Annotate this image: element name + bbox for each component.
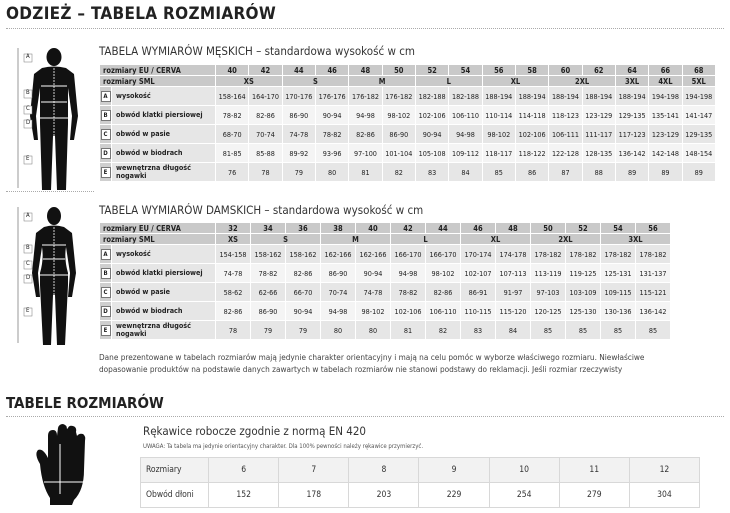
measurement-cell: 90-94 <box>315 106 348 125</box>
fig-letter-b: B <box>26 244 30 251</box>
row-letter-badge: E <box>101 325 111 336</box>
row-letter <box>100 264 112 283</box>
measurement-cell: 88 <box>582 163 615 182</box>
measurement-cell: 182-188 <box>449 87 482 106</box>
measurement-cell: 80 <box>321 321 356 340</box>
eu-size-cell: 36 <box>286 223 321 234</box>
eu-size-row <box>100 65 716 76</box>
measurement-cell: 85 <box>636 321 671 340</box>
measurement-cell: 109-115 <box>601 283 636 302</box>
eu-size-cell: 50 <box>531 223 566 234</box>
measurement-cell: 102-107 <box>461 264 496 283</box>
row-letter-badge: A <box>101 249 111 260</box>
row-letter-badge: D <box>101 148 111 159</box>
measurement-cell: 106-110 <box>449 106 482 125</box>
measurement-cell: 170-176 <box>282 87 315 106</box>
glove-circumference-cell: 203 <box>349 483 419 508</box>
glove-size-cell: 10 <box>489 458 559 483</box>
measurement-cell: 86-90 <box>282 106 315 125</box>
measurement-cell: 74-78 <box>216 264 251 283</box>
eu-size-cell: 60 <box>549 65 582 76</box>
measurement-cell: 188-194 <box>515 87 548 106</box>
row-letter <box>100 245 112 264</box>
measurement-cell: 98-102 <box>382 106 415 125</box>
measurement-cell: 87 <box>549 163 582 182</box>
measurement-cell: 101-104 <box>382 144 415 163</box>
measurement-cell: 142-148 <box>649 144 682 163</box>
measurement-cell: 114-118 <box>515 106 548 125</box>
measurement-cell: 78-82 <box>315 125 348 144</box>
row-letter <box>100 302 112 321</box>
measurement-cell: 123-129 <box>649 125 682 144</box>
measurement-cell: 85 <box>482 163 515 182</box>
eu-size-cell: 32 <box>216 223 251 234</box>
fig-letter-e: E <box>26 155 30 162</box>
row-letter <box>100 163 112 182</box>
eu-size-label: rozmiary EU / CERVA <box>100 223 216 234</box>
measurement-cell: 84 <box>449 163 482 182</box>
measurement-row <box>100 321 671 340</box>
fig-letter-a: A <box>26 53 30 60</box>
measurement-cell: 117-123 <box>615 125 648 144</box>
fig-letter-b: B <box>26 89 30 96</box>
measurement-cell: 110-115 <box>461 302 496 321</box>
measurement-cell: 94-98 <box>321 302 356 321</box>
glove-circumference-cell: 279 <box>559 483 629 508</box>
sml-size-cell: 5XL <box>682 76 715 87</box>
measurement-cell: 129-135 <box>615 106 648 125</box>
eu-size-row <box>100 223 671 234</box>
sml-size-cell: 4XL <box>649 76 682 87</box>
measurement-cell: 82-86 <box>349 125 382 144</box>
measurement-cell: 113-119 <box>531 264 566 283</box>
measurement-cell: 93-96 <box>315 144 348 163</box>
hand-icon <box>30 424 100 506</box>
measurement-cell: 74-78 <box>356 283 391 302</box>
glove-hand-figure <box>30 424 100 506</box>
row-label: wysokość <box>112 245 216 264</box>
measurement-cell: 86-91 <box>461 283 496 302</box>
eu-size-cell: 40 <box>216 65 249 76</box>
measurement-cell: 82-86 <box>216 302 251 321</box>
row-label: obwód w pasie <box>112 283 216 302</box>
measurement-cell: 188-194 <box>615 87 648 106</box>
gloves-warning: UWAGA: Ta tabela ma jedynie orientacyjny charakter. Dla 100% pewności należy rękawice przymierzyć. <box>143 443 424 450</box>
measurement-cell: 107-113 <box>496 264 531 283</box>
eu-size-cell: 64 <box>615 65 648 76</box>
sml-size-label: rozmiary SML <box>100 234 216 245</box>
glove-size-table <box>140 457 700 508</box>
measurement-row <box>100 245 671 264</box>
eu-size-cell: 34 <box>251 223 286 234</box>
measurement-cell: 136-142 <box>636 302 671 321</box>
sml-size-cell: S <box>251 234 321 245</box>
measurement-row <box>100 106 716 125</box>
measurement-row <box>100 125 716 144</box>
measurement-cell: 98-102 <box>356 302 391 321</box>
eu-size-cell: 38 <box>321 223 356 234</box>
row-letter <box>100 283 112 302</box>
measurement-cell: 170-174 <box>461 245 496 264</box>
measurement-cell: 115-120 <box>496 302 531 321</box>
measurement-cell: 109-112 <box>449 144 482 163</box>
measurement-cell: 120-125 <box>531 302 566 321</box>
fig-letter-c: C <box>26 105 30 112</box>
measurement-cell: 80 <box>356 321 391 340</box>
eu-size-cell: 42 <box>249 65 282 76</box>
sml-size-cell: XS <box>216 76 283 87</box>
eu-size-cell: 46 <box>315 65 348 76</box>
measurement-cell: 102-106 <box>515 125 548 144</box>
men-size-table <box>99 64 716 182</box>
glove-size-cell: 7 <box>279 458 349 483</box>
eu-size-cell: 44 <box>282 65 315 76</box>
title-divider <box>6 28 724 29</box>
row-letter <box>100 144 112 163</box>
measurement-cell: 125-131 <box>601 264 636 283</box>
measurement-cell: 89-92 <box>282 144 315 163</box>
measurement-cell: 85-88 <box>249 144 282 163</box>
row-label: wewnętrzna długość nogawki <box>112 321 216 340</box>
measurement-cell: 182-188 <box>415 87 448 106</box>
measurement-cell: 76 <box>216 163 249 182</box>
eu-size-cell: 46 <box>461 223 496 234</box>
measurement-cell: 111-117 <box>582 125 615 144</box>
measurement-cell: 106-110 <box>426 302 461 321</box>
sml-size-label: rozmiary SML <box>100 76 216 87</box>
measurement-cell: 70-74 <box>321 283 356 302</box>
measurement-cell: 90-94 <box>415 125 448 144</box>
fig-letter-d: D <box>26 119 31 126</box>
measurement-cell: 89 <box>615 163 648 182</box>
measurement-cell: 91-97 <box>496 283 531 302</box>
measurement-cell: 89 <box>649 163 682 182</box>
sml-size-cell: 2XL <box>549 76 616 87</box>
measurement-cell: 103-109 <box>566 283 601 302</box>
measurement-cell: 135-141 <box>649 106 682 125</box>
measurement-cell: 188-194 <box>549 87 582 106</box>
fig-letter-c: C <box>26 260 30 267</box>
measurement-cell: 110-114 <box>482 106 515 125</box>
measurement-cell: 85 <box>601 321 636 340</box>
measurement-cell: 68-70 <box>216 125 249 144</box>
measurement-cell: 97-100 <box>349 144 382 163</box>
measurement-cell: 178-182 <box>601 245 636 264</box>
measurement-cell: 162-166 <box>356 245 391 264</box>
measurement-cell: 79 <box>282 163 315 182</box>
measurement-cell: 141-147 <box>682 106 715 125</box>
eu-size-cell: 62 <box>582 65 615 76</box>
glove-size-cell: 9 <box>419 458 489 483</box>
glove-circumference-label: Obwód dłoni <box>141 483 209 508</box>
measurement-cell: 86-90 <box>382 125 415 144</box>
eu-size-cell: 58 <box>515 65 548 76</box>
men-figure <box>8 44 88 194</box>
measurement-cell: 122-128 <box>549 144 582 163</box>
glove-size-label: Rozmiary <box>141 458 209 483</box>
measurement-cell: 176-182 <box>382 87 415 106</box>
sml-size-cell: 2XL <box>531 234 601 245</box>
glove-size-cell: 8 <box>349 458 419 483</box>
measurement-cell: 178-182 <box>566 245 601 264</box>
glove-size-row <box>141 458 700 483</box>
measurement-cell: 94-98 <box>449 125 482 144</box>
measurement-cell: 85 <box>531 321 566 340</box>
measurement-cell: 166-170 <box>391 245 426 264</box>
eu-size-cell: 44 <box>426 223 461 234</box>
male-silhouette-icon <box>8 44 88 194</box>
measurement-cell: 154-158 <box>216 245 251 264</box>
measurement-cell: 83 <box>461 321 496 340</box>
measurement-cell: 166-170 <box>426 245 461 264</box>
measurement-cell: 123-129 <box>582 106 615 125</box>
gloves-divider <box>6 416 724 417</box>
measurement-cell: 66-70 <box>286 283 321 302</box>
row-letter <box>100 87 112 106</box>
measurement-cell: 97-103 <box>531 283 566 302</box>
measurement-cell: 94-98 <box>391 264 426 283</box>
measurement-cell: 130-136 <box>601 302 636 321</box>
sml-size-cell: M <box>349 76 416 87</box>
measurement-cell: 78-82 <box>251 264 286 283</box>
measurement-cell: 70-74 <box>249 125 282 144</box>
measurement-cell: 162-166 <box>321 245 356 264</box>
measurement-cell: 78-82 <box>391 283 426 302</box>
measurement-cell: 78-82 <box>216 106 249 125</box>
measurement-cell: 128-135 <box>582 144 615 163</box>
measurement-cell: 89 <box>682 163 715 182</box>
measurement-row <box>100 87 716 106</box>
measurement-cell: 81 <box>391 321 426 340</box>
measurement-cell: 86-90 <box>321 264 356 283</box>
measurement-cell: 74-78 <box>282 125 315 144</box>
measurement-cell: 94-98 <box>349 106 382 125</box>
measurement-cell: 82-86 <box>249 106 282 125</box>
measurement-cell: 98-102 <box>426 264 461 283</box>
eu-size-cell: 50 <box>382 65 415 76</box>
measurement-row <box>100 163 716 182</box>
eu-size-cell: 48 <box>496 223 531 234</box>
row-label: obwód klatki piersiowej <box>112 106 216 125</box>
row-letter-badge: D <box>101 306 111 317</box>
sml-size-cell: M <box>321 234 391 245</box>
female-silhouette-icon <box>8 203 88 348</box>
measurement-cell: 125-130 <box>566 302 601 321</box>
women-figure <box>8 203 88 348</box>
measurement-cell: 78 <box>216 321 251 340</box>
measurement-cell: 158-162 <box>251 245 286 264</box>
measurement-cell: 82 <box>382 163 415 182</box>
row-letter <box>100 125 112 144</box>
measurement-cell: 86-90 <box>251 302 286 321</box>
measurement-row <box>100 302 671 321</box>
sml-size-cell: L <box>391 234 461 245</box>
measurement-cell: 106-111 <box>549 125 582 144</box>
eu-size-cell: 66 <box>649 65 682 76</box>
glove-circumference-cell: 152 <box>209 483 279 508</box>
glove-circumference-row <box>141 483 700 508</box>
row-label: wysokość <box>112 87 216 106</box>
measurement-cell: 86 <box>515 163 548 182</box>
sml-size-cell: S <box>282 76 349 87</box>
measurement-cell: 98-102 <box>482 125 515 144</box>
measurement-cell: 58-62 <box>216 283 251 302</box>
measurement-cell: 178-182 <box>531 245 566 264</box>
fig-letter-d: D <box>26 274 31 281</box>
measurement-cell: 90-94 <box>286 302 321 321</box>
measurement-cell: 82-86 <box>426 283 461 302</box>
measurement-cell: 131-137 <box>636 264 671 283</box>
glove-size-cell: 6 <box>209 458 279 483</box>
glove-circumference-cell: 229 <box>419 483 489 508</box>
eu-size-cell: 68 <box>682 65 715 76</box>
eu-size-label: rozmiary EU / CERVA <box>100 65 216 76</box>
measurement-cell: 80 <box>315 163 348 182</box>
gloves-heading: TABELE ROZMIARÓW <box>6 394 164 412</box>
measurement-cell: 188-194 <box>482 87 515 106</box>
fig-letter-a: A <box>26 212 30 219</box>
glove-circumference-cell: 304 <box>629 483 699 508</box>
row-letter-badge: E <box>101 167 111 178</box>
measurement-row <box>100 144 716 163</box>
disclaimer-note: Dane prezentowane w tabelach rozmiarów mają jedynie charakter orientacyjny i mają na celu pomóc w wyborze właściwego rozmiaru. Niewłaściwe dopasowanie produktów na podstawie danych zawartych w tabelach rozmiarów nie stanowi podstawy do reklamacji. Jeśli rozmiar rzeczywisty <box>99 352 645 374</box>
measurement-cell: 194-198 <box>649 87 682 106</box>
measurement-cell: 62-66 <box>251 283 286 302</box>
glove-size-cell: 12 <box>629 458 699 483</box>
row-label: obwód w biodrach <box>112 144 216 163</box>
glove-size-cell: 11 <box>559 458 629 483</box>
measurement-cell: 102-106 <box>391 302 426 321</box>
sml-size-row <box>100 234 671 245</box>
sml-size-cell: 3XL <box>615 76 648 87</box>
sml-size-cell: XL <box>482 76 549 87</box>
measurement-cell: 136-142 <box>615 144 648 163</box>
measurement-cell: 118-117 <box>482 144 515 163</box>
row-letter <box>100 106 112 125</box>
measurement-cell: 176-176 <box>315 87 348 106</box>
measurement-row <box>100 264 671 283</box>
measurement-cell: 90-94 <box>356 264 391 283</box>
measurement-cell: 81 <box>349 163 382 182</box>
measurement-cell: 158-164 <box>216 87 249 106</box>
measurement-cell: 119-125 <box>566 264 601 283</box>
row-label: obwód w pasie <box>112 125 216 144</box>
sml-size-cell: L <box>415 76 482 87</box>
measurement-cell: 158-162 <box>286 245 321 264</box>
sml-size-cell: XS <box>216 234 251 245</box>
measurement-cell: 102-106 <box>415 106 448 125</box>
row-label: obwód w biodrach <box>112 302 216 321</box>
row-letter-badge: A <box>101 91 111 102</box>
women-size-table <box>99 222 671 340</box>
eu-size-cell: 52 <box>415 65 448 76</box>
row-letter-badge: B <box>101 110 111 121</box>
row-letter <box>100 321 112 340</box>
measurement-cell: 105-108 <box>415 144 448 163</box>
eu-size-cell: 48 <box>349 65 382 76</box>
measurement-cell: 178-182 <box>636 245 671 264</box>
row-letter-badge: C <box>101 287 111 298</box>
measurement-cell: 118-123 <box>549 106 582 125</box>
glove-circumference-cell: 254 <box>489 483 559 508</box>
eu-size-cell: 56 <box>636 223 671 234</box>
measurement-cell: 148-154 <box>682 144 715 163</box>
eu-size-cell: 54 <box>449 65 482 76</box>
measurement-cell: 79 <box>286 321 321 340</box>
measurement-cell: 82 <box>426 321 461 340</box>
eu-size-cell: 56 <box>482 65 515 76</box>
row-label: wewnętrzna długość nogawki <box>112 163 216 182</box>
eu-size-cell: 52 <box>566 223 601 234</box>
measurement-cell: 118-122 <box>515 144 548 163</box>
measurement-cell: 79 <box>251 321 286 340</box>
measurement-cell: 82-86 <box>286 264 321 283</box>
measurement-cell: 188-194 <box>582 87 615 106</box>
eu-size-cell: 40 <box>356 223 391 234</box>
measurement-cell: 115-121 <box>636 283 671 302</box>
measurement-cell: 164-170 <box>249 87 282 106</box>
measurement-cell: 176-182 <box>349 87 382 106</box>
measurement-cell: 85 <box>566 321 601 340</box>
row-letter-badge: B <box>101 268 111 279</box>
measurement-cell: 194-198 <box>682 87 715 106</box>
men-divider <box>6 191 94 192</box>
sml-size-row <box>100 76 716 87</box>
sml-size-cell: 3XL <box>601 234 671 245</box>
page-title: ODZIEŻ – TABELA ROZMIARÓW <box>6 4 277 24</box>
glove-circumference-cell: 178 <box>279 483 349 508</box>
row-label: obwód klatki piersiowej <box>112 264 216 283</box>
gloves-table-title: Rękawice robocze zgodnie z normą EN 420 <box>143 424 366 438</box>
row-letter-badge: C <box>101 129 111 140</box>
measurement-row <box>100 283 671 302</box>
men-table-title: TABELA WYMIARÓW MĘSKICH – standardowa wysokość w cm <box>99 44 415 58</box>
fig-letter-e: E <box>26 307 30 314</box>
measurement-cell: 78 <box>249 163 282 182</box>
eu-size-cell: 42 <box>391 223 426 234</box>
measurement-cell: 81-85 <box>216 144 249 163</box>
measurement-cell: 174-178 <box>496 245 531 264</box>
measurement-cell: 84 <box>496 321 531 340</box>
measurement-cell: 83 <box>415 163 448 182</box>
women-table-title: TABELA WYMIARÓW DAMSKICH – standardowa wysokość w cm <box>99 203 424 217</box>
measurement-cell: 129-135 <box>682 125 715 144</box>
sml-size-cell: XL <box>461 234 531 245</box>
eu-size-cell: 54 <box>601 223 636 234</box>
